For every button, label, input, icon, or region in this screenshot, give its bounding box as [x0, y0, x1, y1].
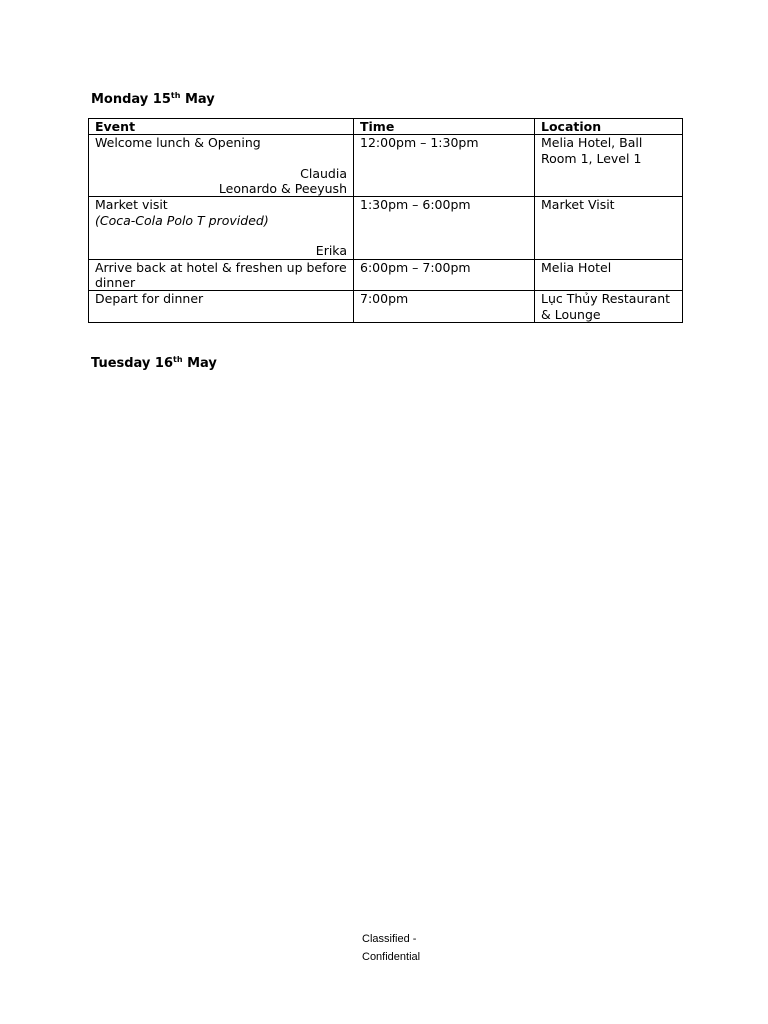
cell-spacer: [95, 228, 347, 243]
classification-label: Classified - Confidential: [362, 933, 421, 963]
day-heading-monday: [91, 92, 215, 108]
column-header-time: Time: [354, 119, 535, 135]
day-heading-month: May: [182, 356, 217, 371]
event-cell: [89, 135, 354, 197]
presenter-name: Leonardo & Peeyush: [218, 181, 347, 197]
day-heading-month: May: [180, 92, 215, 107]
table-row: [89, 259, 683, 291]
table-row: [89, 197, 683, 259]
table-row: [89, 135, 683, 197]
day-heading-ordinal: th: [173, 355, 183, 364]
event-title: Welcome lunch & Opening: [95, 135, 261, 151]
location-cell: Lục Thủy Restaurant & Lounge: [535, 291, 683, 323]
time-cell: 6:00pm – 7:00pm: [354, 259, 535, 291]
event-cell: [89, 197, 354, 259]
day-heading-text: Monday 15: [91, 92, 171, 107]
time-cell: 12:00pm – 1:30pm: [354, 135, 535, 197]
day-heading-ordinal: th: [170, 91, 181, 100]
event-cell: Depart for dinner: [89, 291, 354, 323]
event-note: (Coca-Cola Polo T provided): [95, 212, 269, 228]
cell-spacer: [95, 151, 347, 166]
location-cell: Melia Hotel, Ball Room 1, Level 1: [535, 135, 683, 197]
location-cell: Market Visit: [535, 197, 683, 259]
day-heading-text: Tuesday 16: [91, 356, 174, 371]
time-cell: 7:00pm: [354, 291, 535, 323]
day-heading-tuesday: [91, 356, 217, 372]
location-cell: Melia Hotel: [535, 259, 683, 291]
table-row: [89, 291, 683, 323]
column-header-event: Event: [89, 119, 354, 135]
event-cell: Arrive back at hotel & freshen up before dinner: [89, 259, 354, 291]
presenter-name: Erika: [315, 243, 347, 259]
column-header-location: Location: [535, 119, 683, 135]
schedule-table: [88, 118, 683, 323]
presenter-name: Claudia: [300, 165, 347, 181]
event-title: Market visit: [95, 197, 168, 213]
schedule-header-row: [89, 119, 683, 135]
time-cell: 1:30pm – 6:00pm: [354, 197, 535, 259]
